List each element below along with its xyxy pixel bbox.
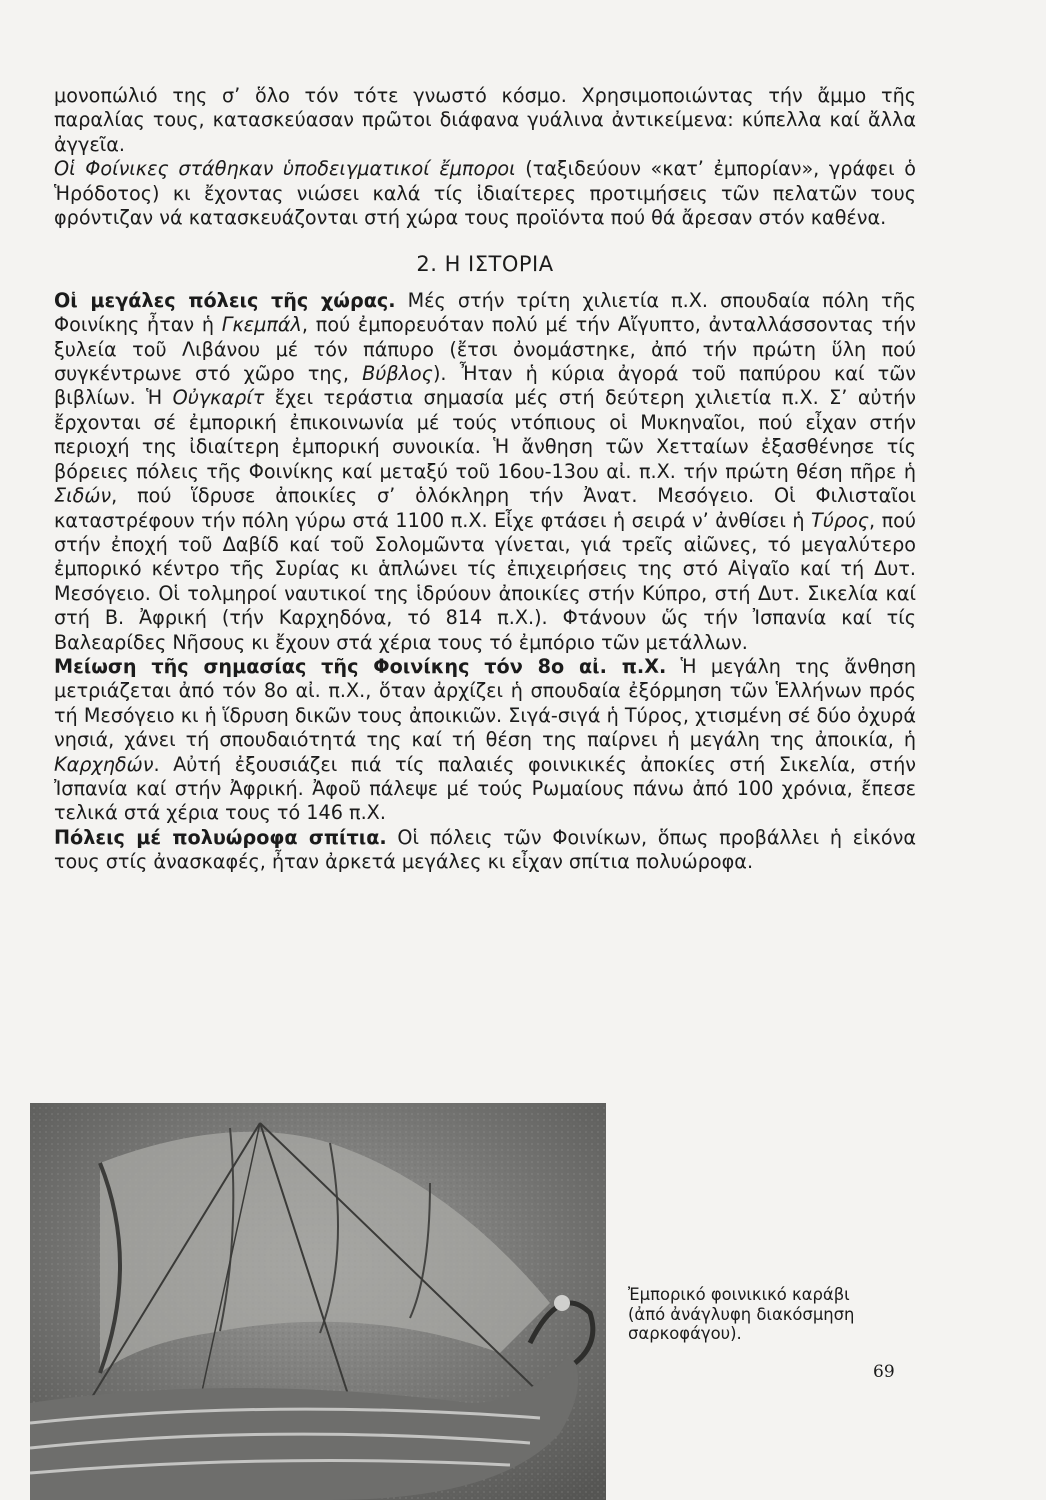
main-text — [54, 84, 916, 875]
intro-paragraph-2 — [54, 157, 916, 230]
text-run: Ἡ μεγάλη της ἄνθηση μετριάζεται ἀπό τόν 8ο αἰ. π.Χ., ὅταν ἀρχίζει ἡ σπουδαία ἐξόρμηση τῶν Ἑλλήνων πρός τή Μεσόγειο κι ἡ ἵδρυση δικῶν τους ἀποικιῶν. Σιγά-σιγά ἡ Τύρος, χτισμένη σέ δύο ὀχυρά νησιά, χάνει τή σπουδαιότητά της καί τή θέση της παίρνει ἡ μεγάλη της ἀποικία, ἡ — [54, 654, 916, 752]
text-run: , πού ἐμπορευόταν πολύ μέ τήν Αἴγυπτο, ἀνταλλάσσοντας τήν ξυλεία τοῦ Λιβάνου μέ τόν πάπυρο (ἔτσι ὀνομάστηκε, ἀπό τήν πρώτη ὕλη πού συγκέντρωνε στό χῶρο της, — [54, 313, 916, 386]
italic-phrase: Οἱ Φοίνικες στάθηκαν ὑποδειγματικοί ἔμποροι — [54, 157, 516, 181]
place-name: Καρχηδών — [54, 752, 154, 776]
ship-relief-photo — [30, 1103, 606, 1500]
caption-line: Ἐμπορικό φοινικικό καράβι — [628, 1285, 850, 1304]
section-heading: 2. Η ΙΣΤΟΡΙΑ — [416, 252, 554, 277]
caption-line: (ἀπό ἀνάγλυφη διακόσμηση — [628, 1304, 855, 1324]
figure-caption — [628, 1285, 902, 1344]
place-name: Γκεμπάλ — [221, 313, 302, 337]
page-number: 69 — [873, 1362, 895, 1382]
text-run: ). Ἦταν ἡ κύρια ἀγορά τοῦ παπύρου καί τῶν βιβλίων. Ἡ — [54, 362, 916, 410]
place-name: Σιδών — [54, 484, 112, 508]
intro-paragraph-2-text: (ταξιδεύουν «κατ’ ἐμπορίαν», γράφει ὁ Ἡρόδοτος) κι ἔχοντας νιώσει καλά τίς ἰδιαίτερες προτιμήσεις τῶν πελατῶν τους φρόντιζαν νά κατασκευάζονται στή χώρα τους προϊόντα πού θά ἄρεσαν στόν καθένα. — [54, 157, 916, 230]
decline-paragraph — [54, 655, 916, 826]
intro-paragraph-1: μονοπώλιό της σ’ ὅλο τόν τότε γνωστό κόσμο. Χρησιμοποιώντας τήν ἄμμο τῆς παραλίας τους, κατασκεύασαν πρῶτοι διάφανα γυάλινα ἀντικείμενα: κύπελλα καί ἄλλα ἀγγεῖα. — [54, 84, 916, 156]
decline-heading: Μείωση τῆς σημασίας τῆς Φοινίκης τόν 8ο αἰ. π.Χ. — [54, 654, 667, 678]
text-run: ἔχει τεράστια σημασία μές στή δεύτερη χιλιετία π.Χ. Σ’ αὐτήν ἔρχονται σέ ἐμπορική ἐπικοινωνία μέ τούς ντόπιους οἱ Μυκηναῖοι, πού εἶχαν στήν περιοχή της ἰδιαίτερη ἐμπορική συνοικία. Ἡ ἄνθηση τῶν Χετταίων ἐξασθένησε τίς βόρειες πόλεις τῆς Φοινίκης καί μεταξύ τοῦ 16ου-13ου αἰ. π.Χ. τήν πρώτη θέση πῆρε ἡ — [54, 386, 916, 483]
caption-line: σαρκοφάγου). — [628, 1324, 742, 1344]
houses-heading: Πόλεις μέ πολυώροφα σπίτια. — [54, 825, 387, 849]
text-run: , πού στήν ἐποχή τοῦ Δαβίδ καί τοῦ Σολομῶντα γίνεται, γιά τρεῖς αἰῶνες, τό μεγαλύτερο ἐμπορικό κέντρο τῆς Συρίας κι ἁπλώνει τίς ἐπιχειρήσεις της στό Αἰγαῖο καί τή Δυτ. Μεσόγειο. Οἱ τολμηροί ναυτικοί της ἱδρύουν ἀποικίες στήν Κύπρο, στή Δυτ. Σικελία καί στή Β. Ἀφρική (τήν Καρχηδόνα, τό 814 π.Χ.). Φτάνουν ὥς τήν Ἰσπανία καί τίς Βαλεαρίδες Νῆσους κι ἔχουν στά χέρια τους τό ἐμπόριο τῶν μετάλλων. — [54, 508, 917, 654]
place-name: Βύβλος — [362, 362, 433, 386]
cities-heading: Οἱ μεγάλες πόλεις τῆς χώρας. — [54, 288, 396, 312]
text-run: Μές στήν τρίτη χιλιετία π.Χ. σπουδαία πόλη τῆς Φοινίκης ἦταν ἡ — [54, 288, 916, 337]
houses-paragraph — [54, 826, 916, 875]
text-run: , πού ἵδρυσε ἀποικίες σ’ ὁλόκληρη τήν Ἀνατ. Μεσόγειο. Οἱ Φιλισταῖοι καταστρέφουν τήν πόλη γύρω στά 1100 π.Χ. Εἶχε φτάσει ἡ σειρά ν’ ἀνθίσει ἡ — [54, 484, 916, 532]
cities-paragraph — [54, 289, 916, 655]
ship-relief-illustration — [30, 1103, 606, 1500]
text-run: . Αὐτή ἐξουσιάζει πιά τίς παλαιές φοινικικές ἀποκίες στή Σικελία, στήν Ἰσπανία καί στήν Ἀφρική. Ἀφοῦ πάλεψε μέ τούς Ρωμαίους πάνω ἀπό 100 χρόνια, ἔπεσε τελικά στά χέρια τους τό 146 π.Χ. — [54, 752, 916, 825]
place-name: Οὐγκαρίτ — [172, 386, 265, 410]
text-run: Οἱ πόλεις τῶν Φοινίκων, ὅπως προβάλλει ἡ εἰκόνα τους στίς ἀνασκαφές, ἦταν ἀρκετά μεγάλες κι εἶχαν σπίτια πολυώροφα. — [54, 825, 916, 874]
place-name: Τύρος — [811, 508, 870, 532]
